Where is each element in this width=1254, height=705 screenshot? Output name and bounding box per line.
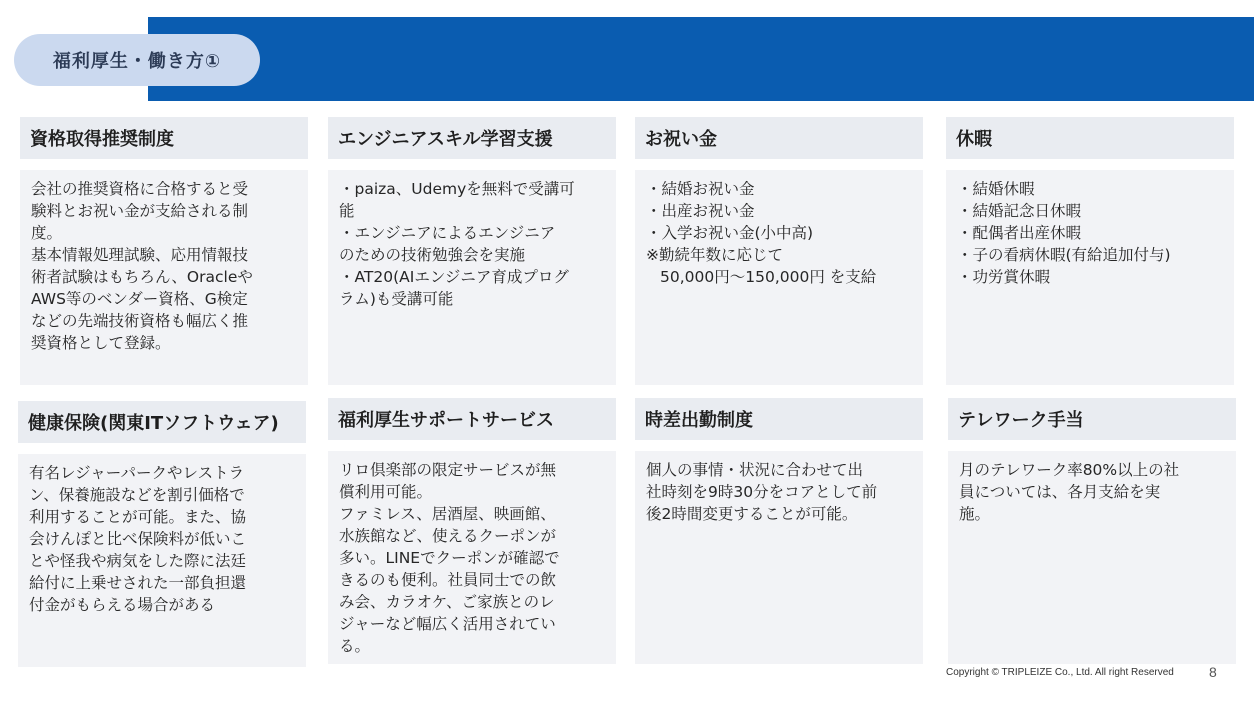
card-body-health-insurance (18, 454, 306, 667)
card-header-skill-support: エンジニアスキル学習支援 (328, 117, 616, 159)
text-line: ・出産お祝い金 (646, 202, 755, 220)
card-header-welfare-service: 福利厚生サポートサービス (328, 398, 616, 440)
card-body-skill-support (328, 170, 616, 385)
card-header-health-insurance: 健康保険(関東ITソフトウェア) (18, 401, 306, 443)
text-line: 能 (339, 202, 355, 220)
text-line: 員については、各月支給を実 (959, 483, 1161, 501)
text-line: ・配偶者出産休暇 (957, 224, 1082, 242)
text-line: ・結婚休暇 (957, 180, 1035, 198)
text-line: 奨資格として登録。 (31, 334, 171, 352)
text-line: ジャーなど幅広く活用されてい (339, 615, 556, 633)
card-body-leave (946, 170, 1234, 385)
text-line: 付金がもらえる場合がある (29, 596, 216, 614)
text-line: ン、保養施設などを割引価格で (29, 486, 245, 504)
card-body-celebration (635, 170, 923, 385)
text-line: とや怪我や病気をした際に法廷 (29, 552, 247, 570)
text-line: のための技術勉強会を実施 (339, 246, 526, 264)
card-header-certification: 資格取得推奨制度 (20, 117, 308, 159)
card-header-flextime: 時差出勤制度 (635, 398, 923, 440)
text-line: 会社の推奨資格に合格すると受 (31, 180, 249, 198)
text-line: 術者試験はもちろん、Oracleや (31, 268, 253, 286)
text-line: ラム)も受講可能 (339, 290, 454, 308)
text-line: 個人の事情・状況に合わせて出 (646, 461, 864, 479)
page-number: 8 (1209, 664, 1217, 680)
text-line: ・功労賞休暇 (957, 268, 1051, 286)
text-line: 有名レジャーパークやレストラ (29, 464, 245, 482)
copyright-text: Copyright © TRIPLEIZE Co., Ltd. All right Reserved (946, 667, 1174, 678)
text-line: ・paiza、Udemyを無料で受講可 (339, 180, 575, 198)
text-line: 会けんぽと比べ保険料が低いこ (29, 530, 247, 548)
text-line: 多い。LINEでクーポンが確認で (339, 549, 560, 567)
text-line: などの先端技術資格も幅広く推 (31, 312, 249, 330)
text-line: きるのも便利。社員同士での飲 (339, 571, 557, 589)
text-line: 給付に上乗せされた一部負担還 (29, 574, 247, 592)
text-line: 水族館など、使えるクーポンが (339, 527, 557, 545)
text-line: み会、カラオケ、ご家族とのレ (339, 593, 555, 611)
text-line: ファミレス、居酒屋、映画館、 (339, 505, 556, 523)
text-line: ・エンジニアによるエンジニア (339, 224, 556, 242)
header-band (148, 17, 1254, 101)
text-line: 後2時間変更することが可能。 (646, 505, 858, 523)
text-line: 度。 (31, 224, 63, 242)
card-body-welfare-service (328, 451, 616, 664)
card-header-celebration: お祝い金 (635, 117, 923, 159)
text-line: 施。 (959, 505, 991, 523)
card-body-telework (948, 451, 1236, 664)
card-header-telework: テレワーク手当 (948, 398, 1236, 440)
text-line: AWS等のベンダー資格、G検定 (31, 290, 248, 308)
text-line: 験料とお祝い金が支給される制 (31, 202, 249, 220)
text-line: 50,000円～150,000円 を支給 (660, 268, 877, 286)
card-header-leave: 休暇 (946, 117, 1234, 159)
text-line: 利用することが可能。また、協 (29, 508, 247, 526)
text-line: ・結婚お祝い金 (646, 180, 755, 198)
card-body-flextime (635, 451, 923, 664)
text-line: る。 (339, 637, 371, 655)
text-line: ・AT20(AIエンジニア育成プログ (339, 268, 569, 286)
text-line: ・入学お祝い金(小中高) (646, 224, 814, 242)
text-line: リロ倶楽部の限定サービスが無 (339, 461, 557, 479)
text-line: ※勤続年数に応じて (646, 246, 783, 264)
text-line: 償利用可能。 (339, 483, 433, 501)
text-line: ・結婚記念日休暇 (957, 202, 1082, 220)
text-line: ・子の看病休暇(有給追加付与) (957, 246, 1171, 264)
slide-title: 福利厚生・働き方① (14, 34, 260, 86)
text-line: 社時刻を9時30分をコアとして前 (646, 483, 878, 501)
text-line: 月のテレワーク率80%以上の社 (959, 461, 1180, 479)
card-body-certification (20, 170, 308, 385)
text-line: 基本情報処理試験、応用情報技 (31, 246, 249, 264)
